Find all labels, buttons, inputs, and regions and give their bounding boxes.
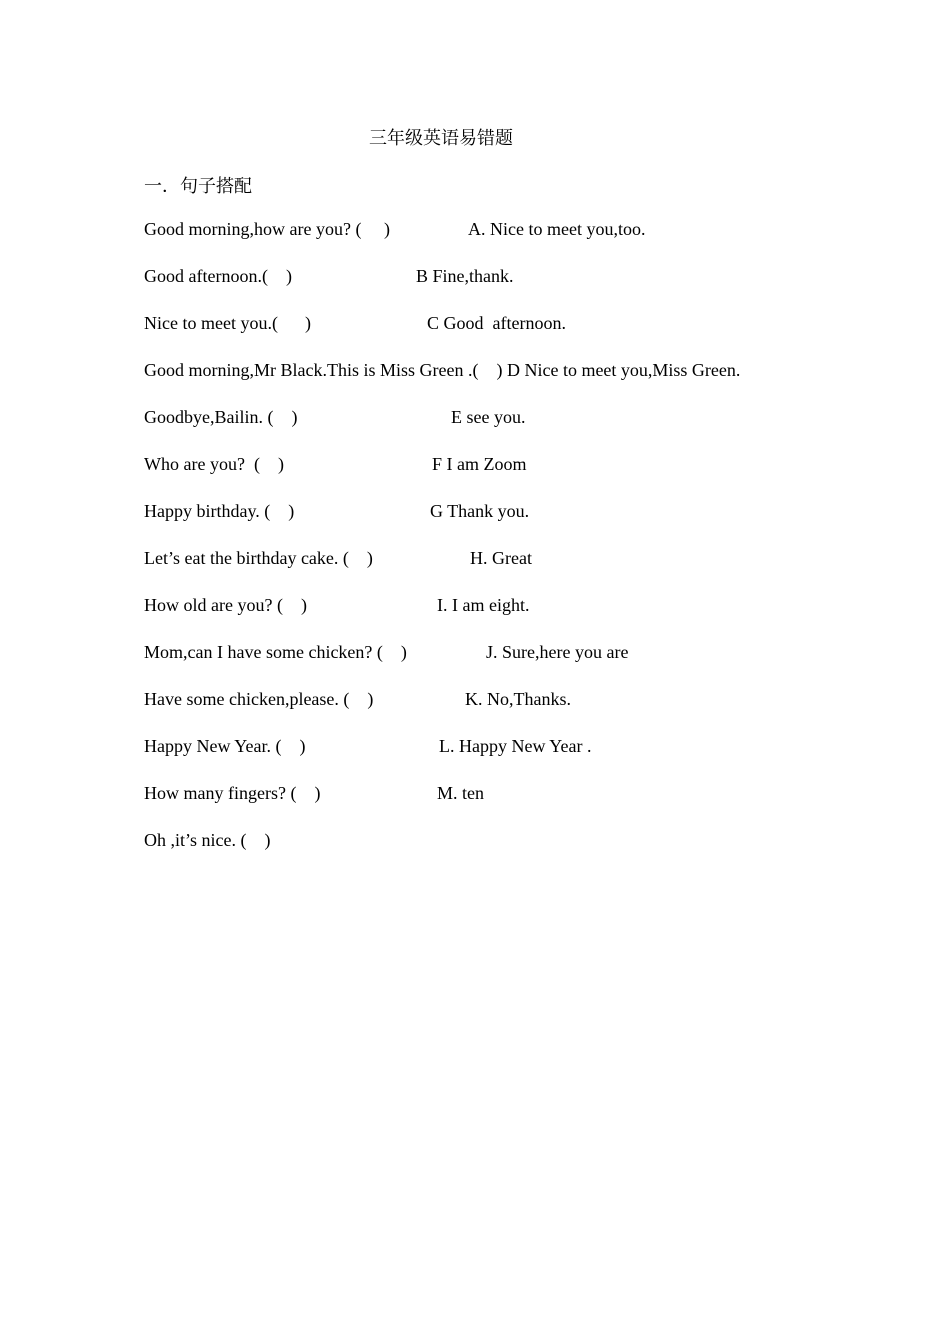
question-text: Goodbye,Bailin. ( ): [144, 407, 298, 427]
question-text: Nice to meet you.( ): [144, 313, 311, 333]
answer-option: F I am Zoom: [432, 454, 527, 474]
section-heading: 一．句子搭配: [144, 176, 252, 196]
answer-option: L. Happy New Year .: [439, 736, 592, 756]
question-text: Mom,can I have some chicken? ( ): [144, 642, 407, 662]
question-text: How old are you? ( ): [144, 595, 307, 615]
list-item: [144, 830, 844, 856]
question-text: Good morning,how are you? ( ): [144, 219, 390, 239]
list-item: [144, 501, 844, 527]
answer-option: C Good afternoon.: [427, 313, 566, 333]
question-text: Who are you? ( ): [144, 454, 284, 474]
answer-option: K. No,Thanks.: [465, 689, 571, 709]
question-text: Have some chicken,please. ( ): [144, 689, 374, 709]
answer-option: J. Sure,here you are: [486, 642, 629, 662]
list-item: [144, 313, 844, 339]
list-item: [144, 783, 844, 809]
list-item: [144, 407, 844, 433]
question-text: Oh ,it’s nice. ( ): [144, 830, 271, 850]
question-text: Good morning,Mr Black.This is Miss Green .( ) D Nice to meet you,Miss Green.: [144, 360, 741, 380]
list-item: [144, 360, 844, 386]
question-text: Good afternoon.( ): [144, 266, 292, 286]
answer-option: G Thank you.: [430, 501, 530, 521]
answer-option: B Fine,thank.: [416, 266, 514, 286]
answer-option: M. ten: [437, 783, 484, 803]
list-item: [144, 689, 844, 715]
list-item: [144, 548, 844, 574]
answer-option: H. Great: [470, 548, 532, 568]
question-text: Happy birthday. ( ): [144, 501, 295, 521]
list-item: [144, 642, 844, 668]
question-text: How many fingers? ( ): [144, 783, 321, 803]
page-title: 三年级英语易错题: [369, 128, 513, 148]
question-text: Let’s eat the birthday cake. ( ): [144, 548, 373, 568]
list-item: [144, 595, 844, 621]
answer-option: I. I am eight.: [437, 595, 530, 615]
list-item: [144, 736, 844, 762]
list-item: [144, 219, 844, 245]
answer-option: A. Nice to meet you,too.: [468, 219, 646, 239]
question-text: Happy New Year. ( ): [144, 736, 306, 756]
answer-option: E see you.: [451, 407, 526, 427]
list-item: [144, 454, 844, 480]
list-item: [144, 266, 844, 292]
